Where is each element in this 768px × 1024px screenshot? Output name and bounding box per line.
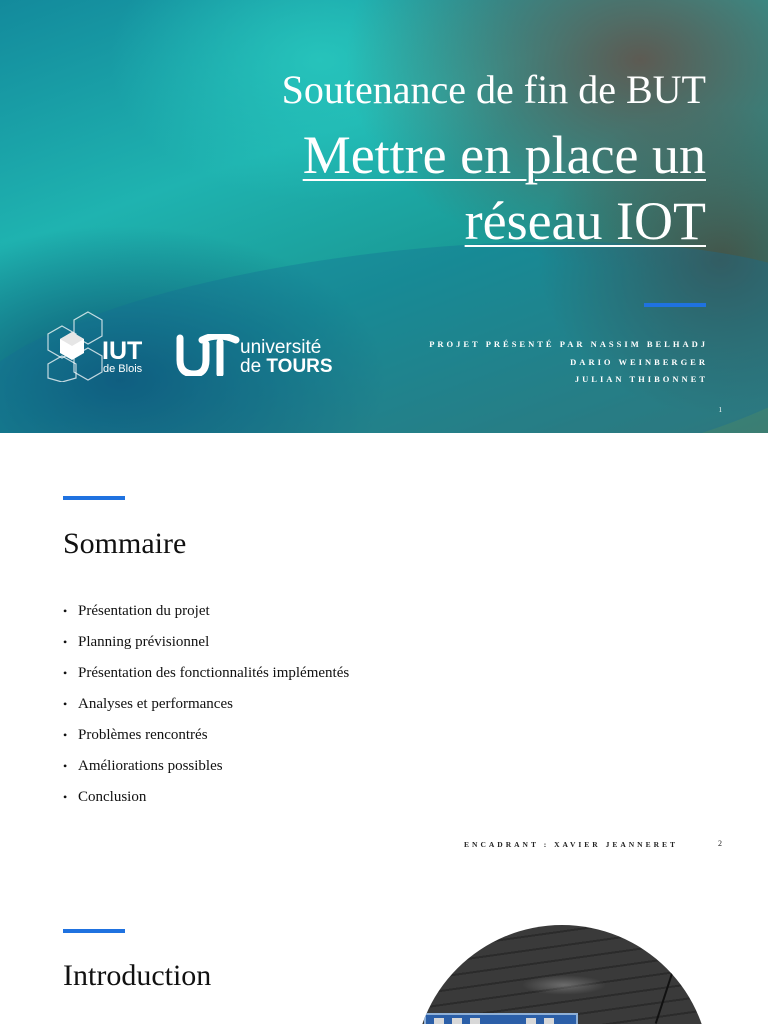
- list-item: [63, 661, 349, 692]
- chip-shape: [470, 1018, 480, 1024]
- presenter-line: DARIO WEINBERGER: [570, 356, 708, 367]
- iut-logo-text: IUT: [102, 337, 143, 365]
- list-item: [63, 599, 349, 630]
- iot-device-photo: [414, 925, 710, 1024]
- chip-shape: [544, 1018, 554, 1024]
- bullet-icon: •: [63, 697, 68, 711]
- title-slide: [0, 0, 768, 433]
- chip-shape: [526, 1018, 536, 1024]
- introduction-slide: [0, 867, 768, 1024]
- iut-logo-subtitle: de Blois: [103, 363, 143, 375]
- list-item: [63, 785, 349, 816]
- slide-subtitle: Soutenance de fin de BUT: [281, 67, 706, 112]
- university-tours-logo-icon: [176, 334, 242, 376]
- list-item-label: Planning prévisionnel: [78, 634, 210, 650]
- presenter-line: PROJET PRÉSENTÉ PAR NASSIM BELHADJ: [429, 339, 708, 349]
- list-item-label: Présentation du projet: [78, 603, 210, 619]
- bullet-icon: •: [63, 759, 68, 773]
- list-item: [63, 630, 349, 661]
- list-item-label: Conclusion: [78, 789, 147, 805]
- slide-footer: ENCADRANT : XAVIER JEANNERET: [464, 840, 678, 849]
- list-item: [63, 723, 349, 754]
- accent-bar: [63, 929, 125, 933]
- slide-title-line-2: réseau IOT: [464, 191, 706, 251]
- bullet-icon: •: [63, 635, 68, 649]
- list-item-label: Améliorations possibles: [78, 758, 223, 774]
- list-item-label: Présentation des fonctionnalités implémentés: [78, 665, 350, 681]
- slide-number: 2: [718, 839, 722, 848]
- summary-slide: [0, 433, 768, 867]
- university-logo-tours: TOURS: [266, 356, 333, 377]
- bullet-icon: •: [63, 604, 68, 618]
- university-logo-line1: université: [240, 337, 322, 358]
- list-item-label: Problèmes rencontrés: [78, 727, 208, 743]
- list-item: [63, 692, 349, 723]
- university-logo-line2: [240, 356, 333, 378]
- accent-bar: [63, 496, 125, 500]
- list-item-label: Analyses et performances: [78, 696, 233, 712]
- chip-shape: [452, 1018, 462, 1024]
- bullet-icon: •: [63, 728, 68, 742]
- bullet-icon: •: [63, 666, 68, 680]
- bullet-icon: •: [63, 790, 68, 804]
- summary-list: [63, 599, 349, 816]
- slide-title-line-1: Mettre en place un: [302, 125, 706, 185]
- slide-title: Sommaire: [63, 527, 187, 560]
- chip-shape: [434, 1018, 444, 1024]
- university-logo-prefix: de: [240, 356, 262, 377]
- slide-title: Introduction: [63, 959, 212, 992]
- cable-shape: [655, 966, 675, 1024]
- list-item: [63, 754, 349, 785]
- circuit-board-shape: [424, 1013, 578, 1024]
- presenters-block: [429, 336, 708, 389]
- presenter-line: JULIAN THIBONNET: [574, 374, 708, 384]
- accent-bar: [644, 303, 706, 307]
- slide-number: 1: [718, 406, 722, 414]
